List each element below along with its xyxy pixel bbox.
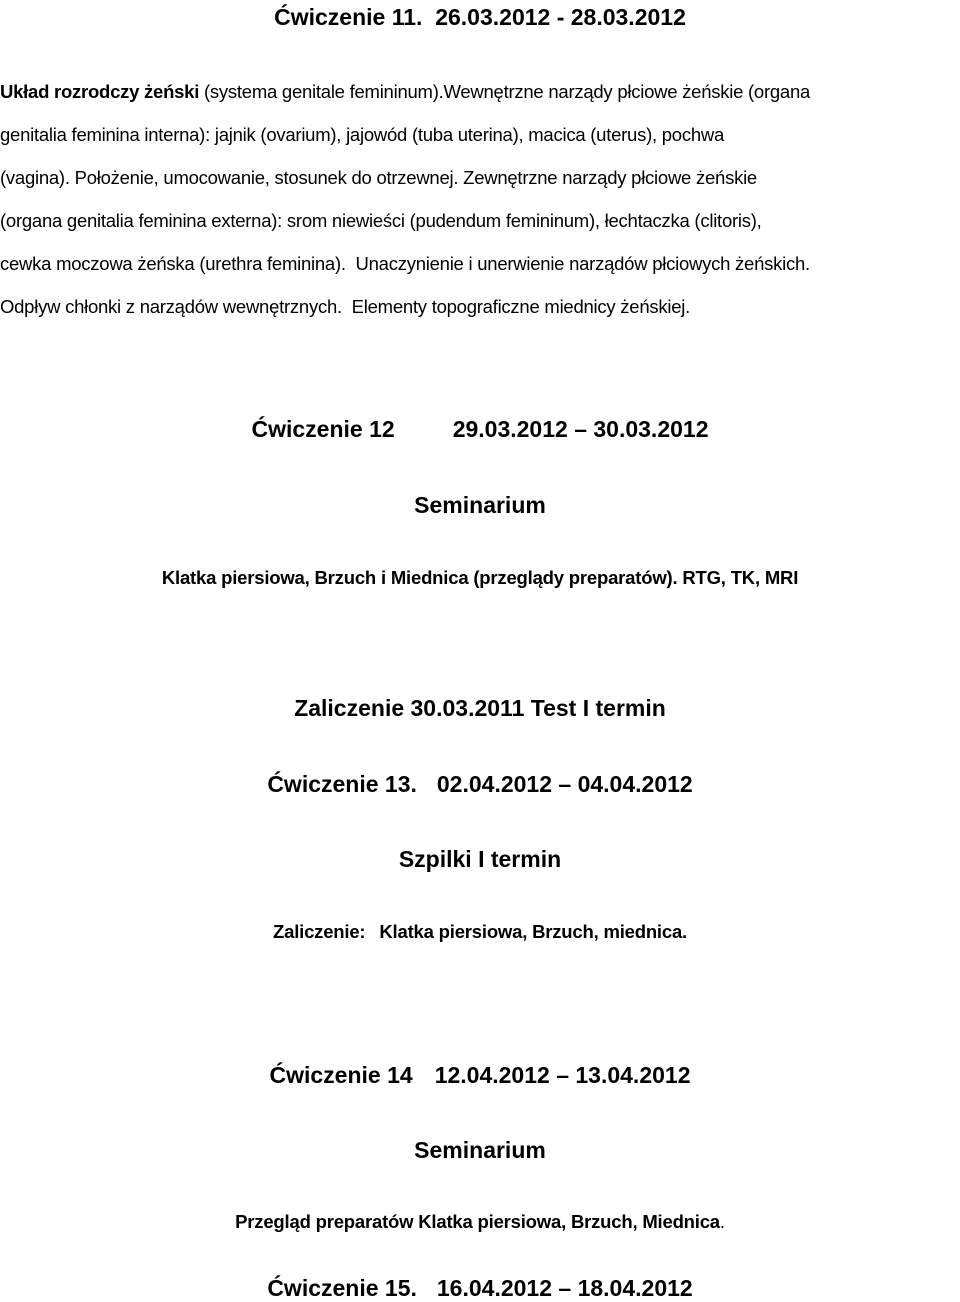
exercise-13-subtitle — [0, 846, 960, 873]
description-line-2: genitalia feminina interna): jajnik (ovarium), jajowód (tuba uterina), macica (uterus), pochwa — [0, 124, 725, 145]
exercise-14-topic-end: . — [719, 1211, 725, 1232]
exercise-14-topic — [0, 1211, 960, 1233]
exercise-12-dates: 29.03.2012 – 30.03.2012 — [452, 416, 709, 442]
exercise-12-topic-text: Klatka piersiowa, Brzuch i Miednica (przeglądy preparatów). RTG, TK, MRI — [161, 567, 799, 588]
topic-lead: Układ rozrodczy żeński — [0, 81, 200, 102]
exercise-12-heading — [0, 416, 960, 443]
exercise-11-description — [0, 70, 958, 328]
exercise-12-subtitle-text: Seminarium — [414, 492, 546, 518]
exercise-15-dates: 16.04.2012 – 18.04.2012 — [436, 1275, 693, 1301]
exercise-12-title: Ćwiczenie 12 — [251, 416, 395, 442]
credit-1-title: Zaliczenie 30.03.2011 Test I termin — [294, 695, 666, 721]
description-line-6: Odpływ chłonki z narządów wewnętrznych. Elementy topograficzne miednicy żeńskiej. — [0, 296, 691, 317]
exercise-12-topic — [0, 567, 960, 589]
exercise-14-subtitle-text: Seminarium — [414, 1137, 546, 1163]
exercise-14-topic-text: Przegląd preparatów Klatka piersiowa, Brzuch, Miednica — [235, 1211, 720, 1232]
exercise-14-heading — [0, 1062, 960, 1089]
exercise-14-dates: 12.04.2012 – 13.04.2012 — [434, 1062, 691, 1088]
description-line-3: (vagina). Położenie, umocowanie, stosunek do otrzewnej. Zewnętrzne narządy płciowe żeńskie — [0, 167, 757, 188]
exercise-11-title: Ćwiczenie 11. 26.03.2012 - 28.03.2012 — [274, 4, 686, 30]
description-line-4: (organa genitalia feminina externa): srom niewieści (pudendum femininum), łechtaczka (clitoris), — [0, 210, 762, 231]
description-line-5: cewka moczowa żeńska (urethra feminina). Unaczynienie i unerwienie narządów płciowych żeńskich. — [0, 253, 810, 274]
description-line-1-rest: (systema genitale femininum).Wewnętrzne narządy płciowe żeńskie (organa — [199, 81, 811, 102]
exercise-13-heading — [0, 771, 960, 798]
exercise-12-subtitle — [0, 492, 960, 519]
description-line-1 — [0, 70, 958, 113]
exercise-13-dates: 02.04.2012 – 04.04.2012 — [436, 771, 693, 797]
credit-1-heading — [0, 695, 960, 722]
exercise-15-heading — [0, 1275, 960, 1302]
exercise-13-topic-text: Klatka piersiowa, Brzuch, miednica. — [379, 921, 687, 942]
exercise-13-label: Zaliczenie: — [273, 921, 366, 942]
exercise-14-subtitle — [0, 1137, 960, 1164]
exercise-13-topic — [0, 921, 960, 943]
exercise-15-title: Ćwiczenie 15. — [267, 1275, 417, 1301]
exercise-11-heading — [0, 4, 960, 31]
exercise-13-title: Ćwiczenie 13. — [267, 771, 417, 797]
exercise-14-title: Ćwiczenie 14 — [269, 1062, 413, 1088]
exercise-13-subtitle-text: Szpilki I termin — [398, 846, 562, 872]
